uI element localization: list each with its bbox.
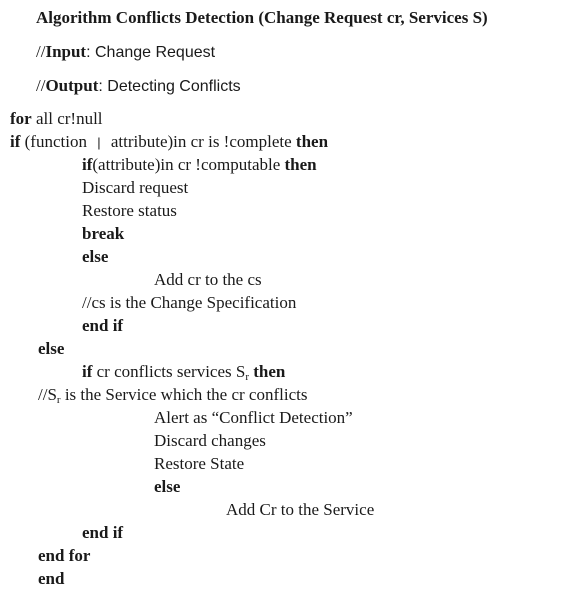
subscript-r: r [56, 394, 61, 406]
output-label: Output [45, 76, 99, 95]
input-text: : Change Request [86, 44, 216, 61]
for-condition: all cr!null [31, 109, 103, 128]
input-label: Input [45, 42, 87, 61]
keyword-then: then [253, 362, 286, 381]
line-if-computable [82, 155, 575, 175]
if-condition: (attribute)in cr !computable [92, 155, 285, 174]
subscript-r: r [245, 371, 250, 383]
line-else-outer: else [38, 339, 65, 358]
if-condition: cr conflicts services S [92, 362, 246, 381]
line-end-if-inner: end if [82, 316, 124, 335]
line-cs-comment: //cs is the Change Specification [82, 293, 297, 312]
line-for [10, 109, 575, 129]
algorithm-title: Algorithm Conflicts Detection (Change Request cr, Services S) [36, 8, 488, 27]
keyword-then: then [284, 155, 317, 174]
if-condition-a: (function [20, 132, 92, 151]
line-end: end [38, 569, 65, 588]
line-alert: Alert as “Conflict Detection” [154, 408, 353, 427]
line-restore-status: Restore status [82, 201, 177, 220]
input-comment [36, 42, 575, 63]
line-else-inner: else [82, 247, 109, 266]
line-add-cr-to-cs: Add cr to the cs [154, 270, 262, 289]
comment-text: is the Service which the cr conflicts [60, 385, 308, 404]
output-prefix: // [36, 76, 46, 95]
line-discard-changes: Discard changes [154, 431, 266, 450]
line-break: break [82, 224, 125, 243]
line-if-complete [10, 132, 575, 153]
line-end-for: end for [38, 546, 91, 565]
line-restore-state: Restore State [154, 454, 245, 473]
line-else-conflict: else [154, 477, 181, 496]
line-if-conflicts [82, 362, 575, 382]
keyword-if: if [10, 132, 21, 151]
keyword-for: for [10, 109, 32, 128]
line-end-if-outer: end if [82, 523, 124, 542]
line-add-cr-to-service: Add Cr to the Service [226, 500, 375, 519]
output-comment [36, 76, 575, 97]
output-text: : Detecting Conflicts [98, 78, 241, 95]
line-sr-comment [38, 385, 575, 405]
or-bar: | [97, 135, 101, 150]
input-prefix: // [36, 42, 46, 61]
comment-prefix: //S [38, 385, 57, 404]
keyword-if: if [82, 155, 93, 174]
if-condition-b: attribute)in cr is !complete [106, 132, 296, 151]
keyword-then: then [295, 132, 329, 151]
line-discard-request: Discard request [82, 178, 189, 197]
keyword-if: if [82, 362, 93, 381]
